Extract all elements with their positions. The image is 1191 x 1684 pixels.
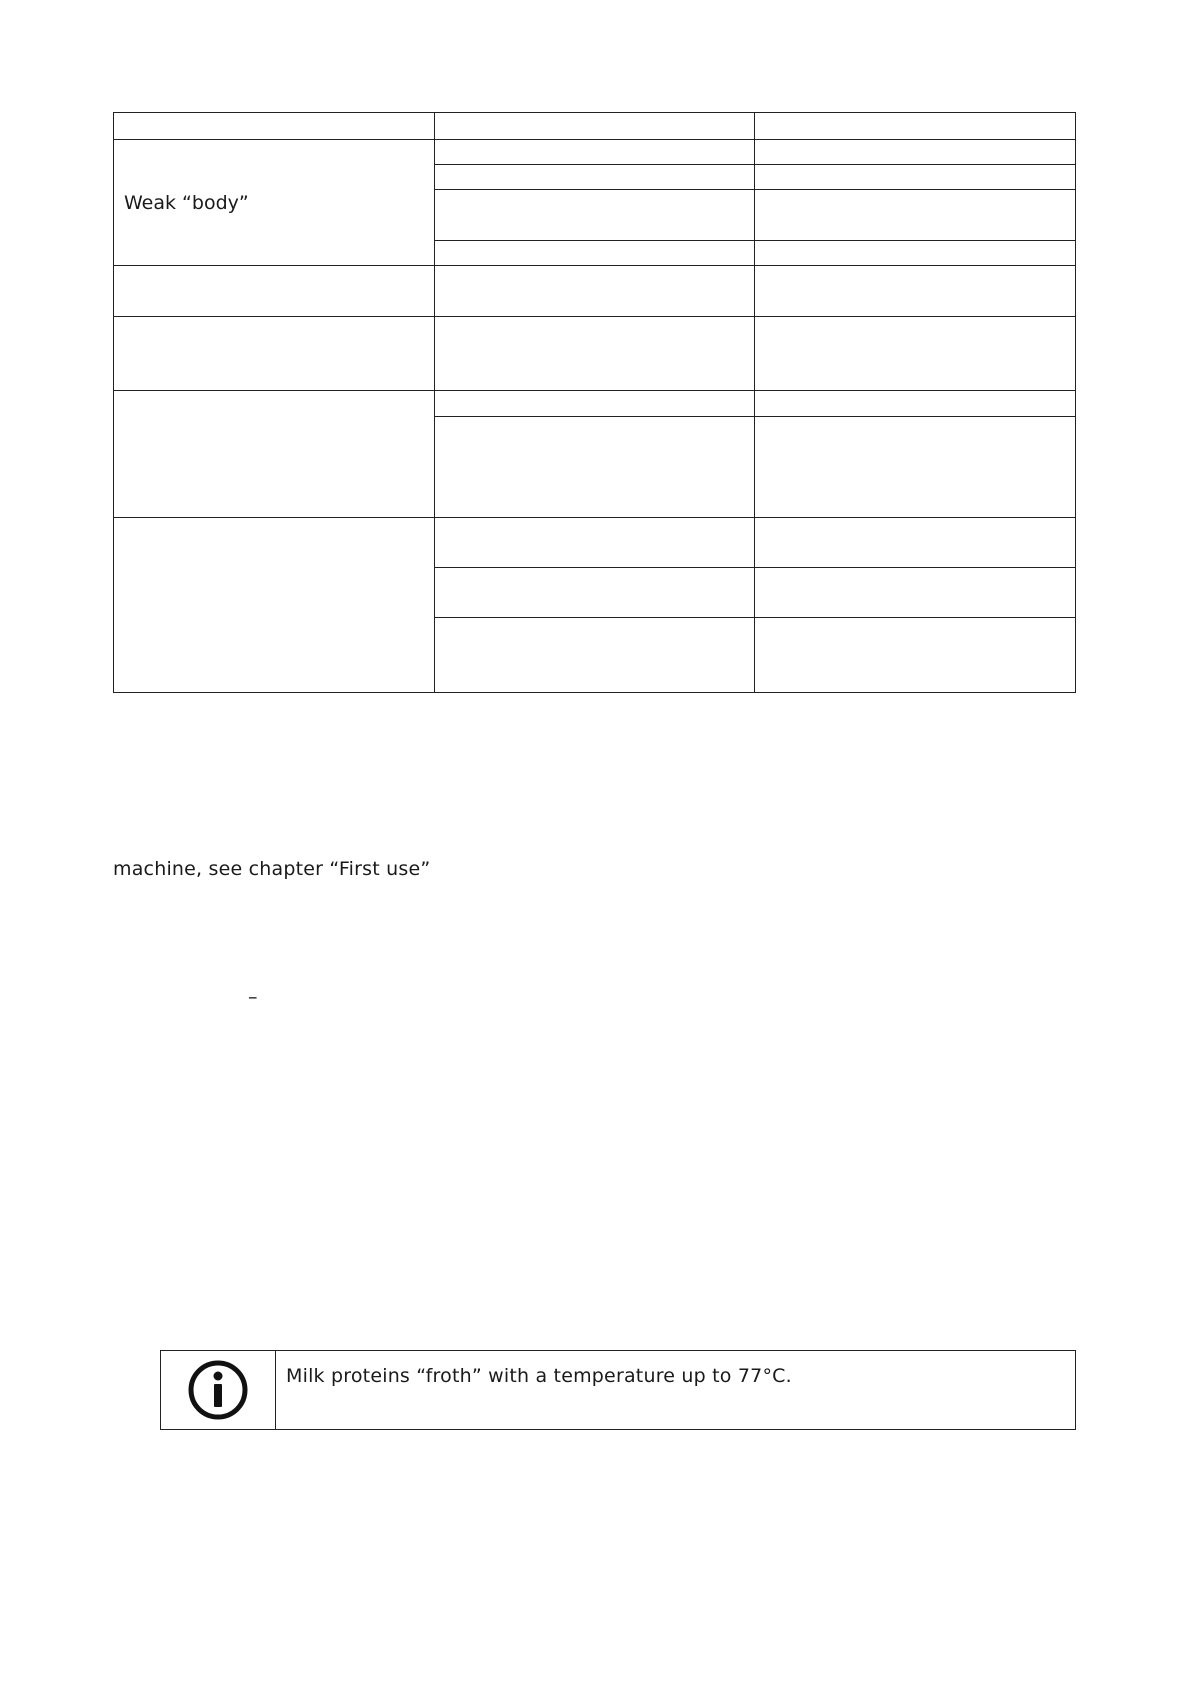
solution-cell: [755, 518, 1076, 568]
table-row: [114, 266, 1076, 317]
cause-cell: [435, 417, 755, 518]
solution-cell: [755, 568, 1076, 618]
solution-cell: [755, 190, 1076, 241]
problem-cell: Weak “body”: [114, 140, 435, 266]
solution-cell: [755, 241, 1076, 266]
cause-cell: [435, 266, 755, 317]
header-solution: [755, 113, 1076, 140]
cause-cell: [435, 391, 755, 417]
solution-cell: [755, 140, 1076, 165]
cause-cell: [435, 568, 755, 618]
header-cause: [435, 113, 755, 140]
body-paragraph-line: machine, see chapter “First use”: [113, 858, 431, 880]
info-icon-cell: [161, 1351, 276, 1429]
cause-cell: [435, 618, 755, 693]
problem-cell: [114, 391, 435, 518]
solution-cell: [755, 391, 1076, 417]
solution-cell: [755, 165, 1076, 190]
list-dash: –: [248, 986, 258, 1008]
table-row: [114, 391, 1076, 417]
cause-cell: [435, 190, 755, 241]
problem-cell: [114, 317, 435, 391]
troubleshooting-table: [113, 112, 1076, 693]
solution-cell: [755, 266, 1076, 317]
table-row: [114, 140, 1076, 165]
cause-cell: [435, 241, 755, 266]
cause-cell: [435, 518, 755, 568]
solution-cell: [755, 417, 1076, 518]
info-icon: [187, 1359, 249, 1421]
solution-cell: [755, 618, 1076, 693]
solution-cell: [755, 317, 1076, 391]
cause-cell: [435, 317, 755, 391]
cause-cell: [435, 165, 755, 190]
problem-cell: [114, 266, 435, 317]
info-note-box: [160, 1350, 1076, 1430]
problem-cell: [114, 518, 435, 693]
table-header-row: [114, 113, 1076, 140]
info-note-text: Milk proteins “froth” with a temperature up to 77°C.: [286, 1365, 792, 1387]
table-row: [114, 518, 1076, 568]
header-problem: [114, 113, 435, 140]
cause-cell: [435, 140, 755, 165]
table-row: [114, 317, 1076, 391]
